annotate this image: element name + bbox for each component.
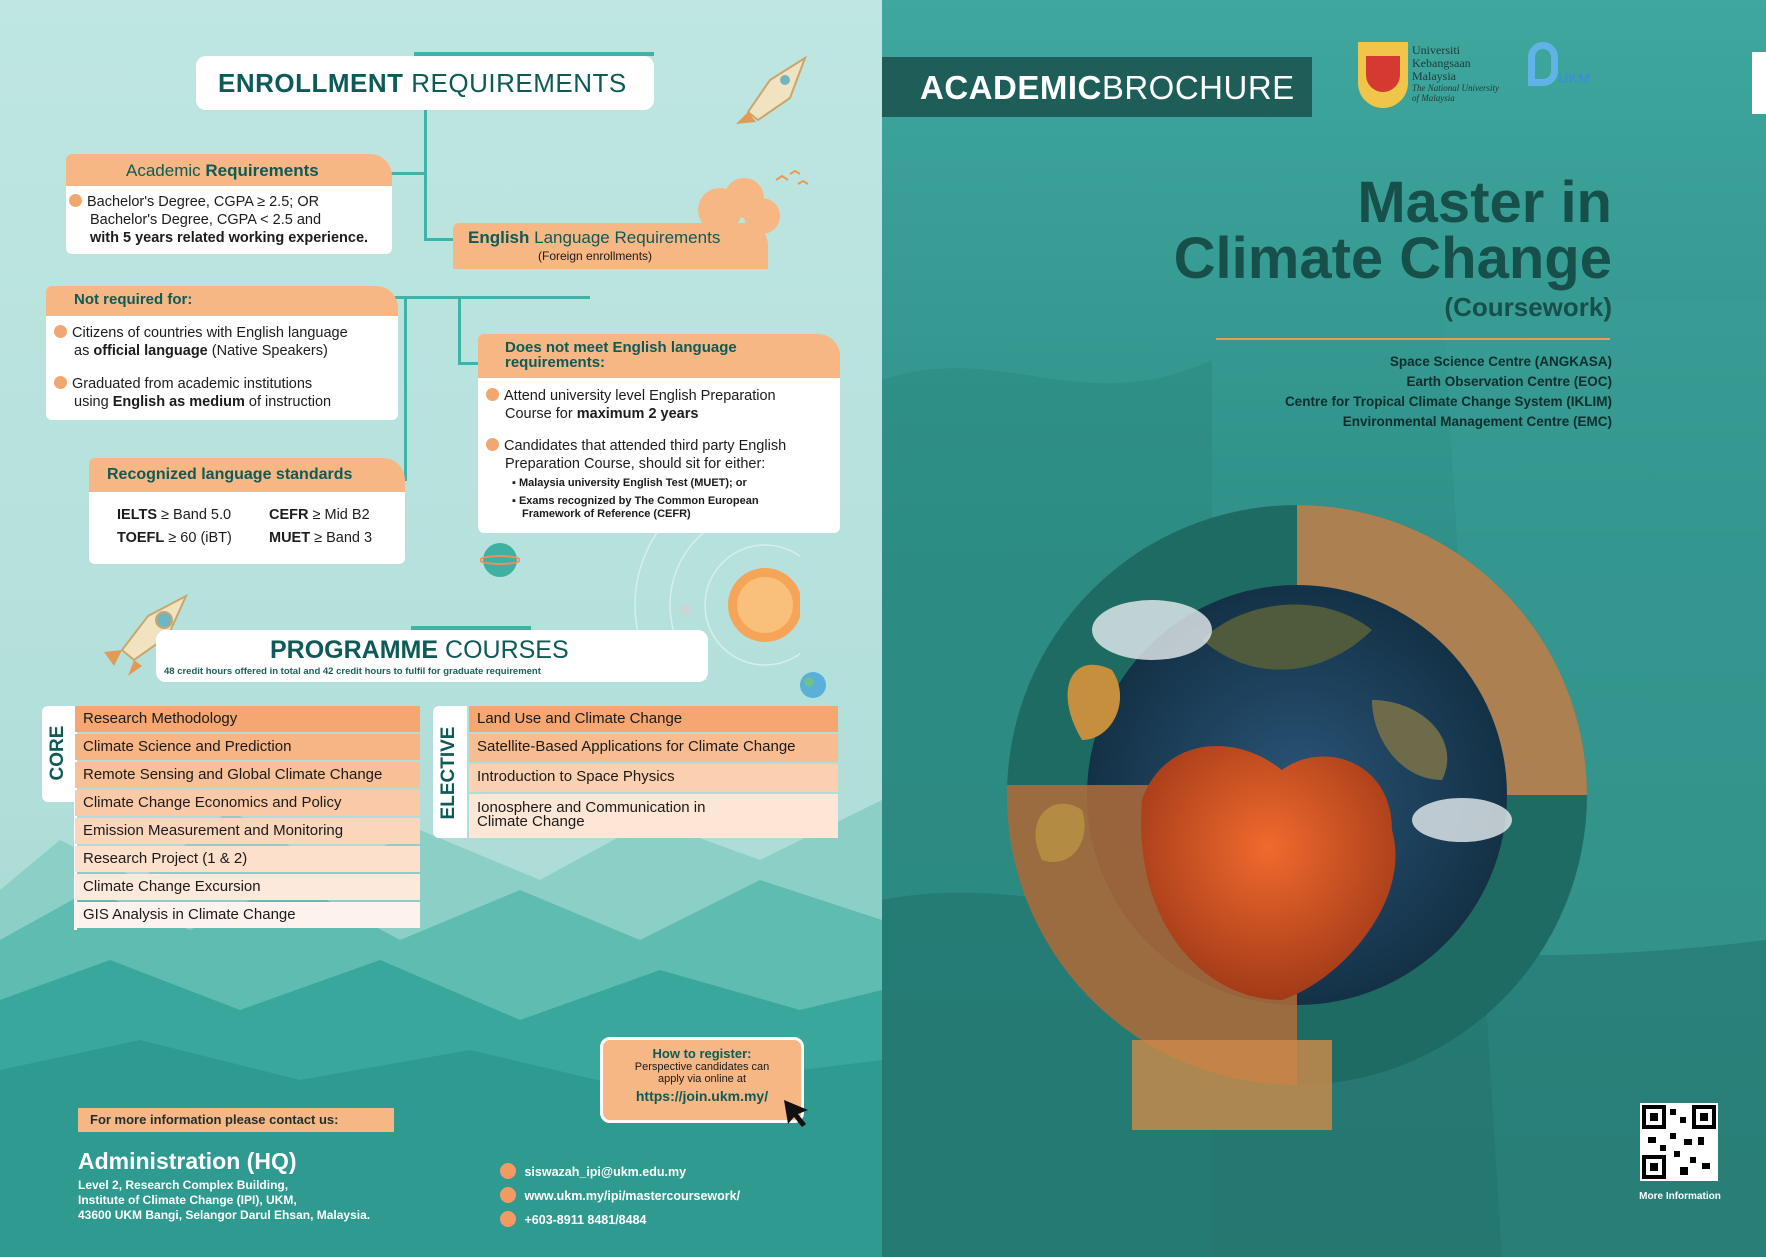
bullet-icon bbox=[486, 438, 499, 451]
does-not-meet-card: Attend university level English Preparation Course for maximum 2 years Candidates that attended third party English Preparation Course, should sit for either: ▪ Malaysia university English Test (MUET); or ▪ Exams recognized by The Common European Framework of Reference (CEFR) bbox=[478, 378, 840, 533]
connector-line bbox=[458, 362, 478, 365]
ukm-wordmark: Universiti Kebangsaan Malaysia The National University of Malaysia bbox=[1412, 43, 1499, 103]
qr-code[interactable] bbox=[1640, 1103, 1718, 1181]
climate-collage-image bbox=[902, 440, 1642, 1200]
enrollment-header bbox=[196, 56, 654, 110]
contact-list bbox=[500, 1160, 740, 1232]
does-not-meet-tab: Does not meet English language requirements: bbox=[478, 334, 840, 378]
core-course: Research Project (1 & 2) bbox=[75, 846, 420, 872]
register-callout: How to register: Perspective candidates can apply via online at https://join.ukm.my/ bbox=[600, 1037, 804, 1123]
phone-number: +603-8911 8481/8484 bbox=[524, 1213, 647, 1227]
earth-planet-icon bbox=[798, 670, 828, 700]
web-link[interactable]: www.ukm.my/ipi/mastercoursework/ bbox=[524, 1189, 741, 1203]
academic-req-card: Bachelor's Degree, CGPA ≥ 2.5; OR Bachelor's Degree, CGPA < 2.5 and with 5 years related working experience. bbox=[66, 186, 392, 254]
not-required-card: Citizens of countries with English language as official language (Native Speakers) Graduated from academic institutions using English as medium of instruction bbox=[46, 316, 398, 420]
programme-title: Master in Climate Change bbox=[1173, 170, 1612, 291]
connector-line bbox=[404, 296, 407, 481]
email-link[interactable]: siswazah_ipi@ukm.edu.my bbox=[524, 1165, 687, 1179]
elective-course-4: Ionosphere and Communication in Climate Change bbox=[469, 794, 838, 838]
bullet-icon bbox=[54, 376, 67, 389]
core-course: GIS Analysis in Climate Change bbox=[75, 902, 420, 928]
moon-icon bbox=[676, 600, 696, 620]
courses-header: PROGRAMME COURSES 48 credit hours offered in total and 42 credit hours to fulfil for graduate requirement bbox=[156, 630, 708, 682]
programme-subtitle: (Coursework) bbox=[1444, 292, 1612, 322]
bullet-icon bbox=[54, 325, 67, 338]
office-name: Administration (HQ) bbox=[78, 1148, 297, 1174]
cursor-icon bbox=[778, 1094, 814, 1130]
core-course: Emission Measurement and Monitoring bbox=[75, 818, 420, 844]
courses-title: PROGRAMME COURSES bbox=[270, 636, 569, 664]
ukm-crest-logo bbox=[1358, 42, 1408, 108]
small-planet-icon bbox=[480, 540, 520, 580]
elective-label-box: ELECTIVE bbox=[433, 706, 467, 838]
qr-label: More Information bbox=[1639, 1191, 1721, 1202]
core-course: Climate Change Economics and Policy bbox=[75, 790, 420, 816]
contact-label: For more information please contact us: bbox=[78, 1108, 394, 1132]
standards-card: IELTS ≥ Band 5.0 CEFR ≥ Mid B2 TOEFL ≥ 60 (iBT) MUET ≥ Band 3 bbox=[89, 492, 405, 564]
connector-line bbox=[424, 238, 454, 241]
enrollment-title: ENROLLMENT REQUIREMENTS bbox=[218, 68, 627, 98]
bullet-icon bbox=[486, 388, 499, 401]
phone-icon bbox=[500, 1211, 516, 1227]
elective-course: Satellite-Based Applications for Climate Change bbox=[469, 734, 838, 762]
english-req-tab: English Language Requirements (Foreign enrollments) bbox=[453, 223, 768, 269]
register-link[interactable]: https://join.ukm.my/ bbox=[635, 1088, 769, 1104]
web-icon bbox=[500, 1187, 516, 1203]
right-page bbox=[882, 0, 1766, 1257]
not-required-tab: Not required for: bbox=[46, 286, 398, 316]
left-page bbox=[0, 0, 882, 1257]
elective-course: Introduction to Space Physics bbox=[469, 764, 838, 792]
title-divider bbox=[1216, 338, 1610, 340]
office-address: Level 2, Research Complex Building, Institute of Climate Change (IPI), UKM, 43600 UKM Bangi, Selangor Darul Ehsan, Malaysia. bbox=[78, 1178, 371, 1222]
core-label-box: CORE bbox=[42, 706, 74, 802]
core-course: Research Methodology bbox=[75, 706, 420, 732]
elective-course: Land Use and Climate Change bbox=[469, 706, 838, 732]
rocket-icon bbox=[730, 50, 820, 130]
email-icon bbox=[500, 1163, 516, 1179]
connector-line bbox=[395, 296, 590, 299]
academic-req-tab: Academic Requirements bbox=[66, 154, 392, 186]
page-edge-mark bbox=[1752, 52, 1766, 114]
connector-line bbox=[458, 296, 461, 364]
qr-code-pattern bbox=[1640, 1103, 1718, 1181]
centres-list: Space Science Centre (ANGKASA) Earth Observation Centre (EOC) Centre for Tropical Climate Change System (IKLIM) Environmental Management Centre (EMC) bbox=[1284, 354, 1612, 429]
core-course: Climate Change Excursion bbox=[75, 874, 420, 900]
standards-tab: Recognized language standards bbox=[89, 458, 405, 492]
brochure-banner: ACADEMICBROCHURE bbox=[882, 57, 1312, 117]
core-course: Remote Sensing and Global Climate Change bbox=[75, 762, 420, 788]
bullet-icon bbox=[69, 194, 82, 207]
core-course: Climate Science and Prediction bbox=[75, 734, 420, 760]
ipi-logo: UKM bbox=[1522, 42, 1582, 116]
